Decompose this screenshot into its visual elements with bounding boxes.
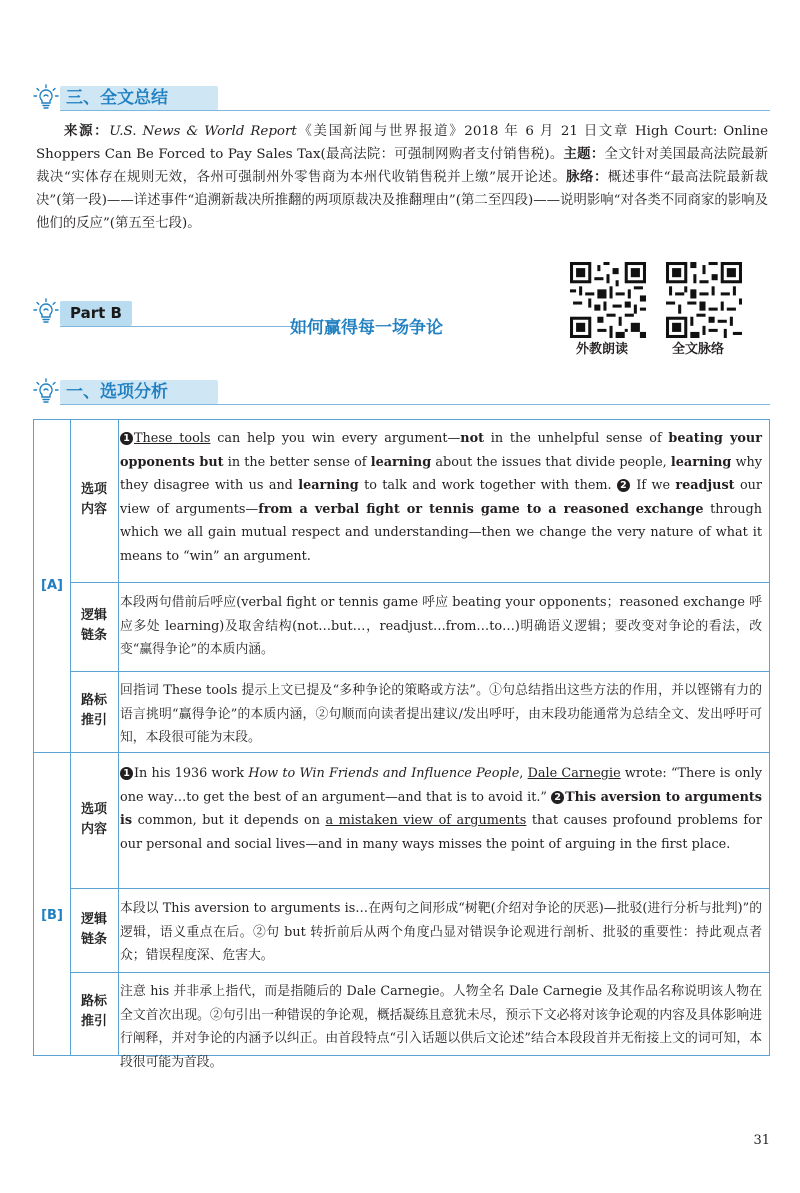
context-label: 脉络：	[566, 169, 608, 185]
sentence-number: 1	[120, 767, 133, 780]
row-label-content: 选项 内容	[80, 802, 107, 837]
row-label-signpost: 路标 推引	[80, 693, 107, 728]
lightbulb-icon	[32, 378, 60, 406]
page-number: 31	[753, 1133, 770, 1148]
option-a-content: 1 These tools can help you win every argument—not in the unhelpful sense of beating your opponents but in the better sense of learning about the issues that divide people, learning why they disagree with us and learning to talk and work together with them. 2 If we readjust our view of arguments—from a verbal fight or tennis game to a reasoned exchange through which we all gain mutual respect and understanding—then we change the very nature of what it means to “win” an argument.	[120, 431, 763, 564]
row-label-logic: 逻辑 链条	[80, 912, 107, 947]
section-options-header	[30, 376, 770, 408]
part-b-rule	[60, 326, 310, 327]
option-letter-a: [A]	[41, 578, 63, 593]
table-divider	[70, 888, 769, 889]
sentence-number: 2	[617, 479, 630, 492]
section-summary-header	[30, 82, 770, 114]
section-title: 三、全文总结	[66, 88, 168, 108]
table-divider	[34, 752, 769, 753]
sentence-number: 1	[120, 432, 133, 445]
source-text: 《美国新闻与世界报道》2018 年 6 月 21 日文章 High Court: Online Shoppers Can Be Forced to Pay Sales Tax(最高法院：可强制网购者支付销售税)。	[36, 124, 768, 162]
theme-text: 全文针对美国最高法院最新裁决“实体存在规则无效，各州可强制州外零售商为本州代收销售税并上缴”展开论述。	[36, 147, 769, 185]
summary-paragraph	[36, 120, 768, 235]
qr-caption: 外教朗读	[576, 342, 629, 357]
theme-label: 主题：	[563, 146, 605, 162]
option-b-content: 1 In his 1936 work How to Win Friends and Influence People, Dale Carnegie wrote: “There is only one way…to get the best of an argument—and that is to avoid it.” 2 This aversion to arguments is common, but it depends on a mistaken view of arguments that causes profound problems for our personal and social lives—and in many ways misses the point of arguing in the first place.	[120, 766, 763, 852]
option-b-logic: 本段以 This aversion to arguments is…在两句之间形成“树靶(介绍对争论的厌恶)—批驳(进行分析与批判)”的逻辑，语义重点在后。②句 but 转折前后从两个角度凸显对错误争论观进行剖析、批驳的重要性：持此观点者众；错误程度深、危害大。	[120, 901, 762, 963]
option-b-signpost: 注意 his 并非承上指代，而是指随后的 Dale Carnegie。人物全名 Dale Carnegie 及其作品名称说明该人物在全文首次出现。②句引出一种错误的争论观，概括凝练且意犹未尽，预示下文必将对该争论观的内容及具体影响进行阐释，并对争论的内涵予以纠正。由首段特点“引入话题以供后文论述”结合本段段首并无衔接上文的词可知，本段很可能为首段。	[120, 984, 762, 1070]
source-publication: U.S. News & World Report	[109, 124, 297, 139]
lightbulb-icon	[32, 84, 60, 112]
source-label: 来源：	[64, 123, 110, 139]
qr-caption: 全文脉络	[672, 342, 725, 357]
row-label-signpost: 路标 推引	[80, 994, 107, 1029]
section-title: 一、选项分析	[66, 382, 168, 402]
option-letter-b: [B]	[41, 908, 63, 923]
section-rule	[60, 404, 770, 405]
option-a-signpost: 回指词 These tools 提示上文已提及“多种争论的策略或方法”。①句总结指出这些方法的作用，并以铿锵有力的语言挑明“赢得争论”的本质内涵，②句顺而向读者提出建议/发出呼吁，由末段功能通常为总结全文、发出呼吁可知，本段很可能为末段。	[120, 683, 762, 745]
article-title: 如何赢得每一场争论	[290, 318, 443, 338]
option-analysis-table	[33, 419, 770, 1070]
sentence-number: 2	[551, 791, 564, 804]
table-divider	[118, 420, 119, 1055]
part-b-label: Part B	[60, 301, 132, 326]
context-text: 概述事件“最高法院最新裁决”(第一段)——详述事件“追溯新裁决所推翻的两项原裁决及推翻理由”(第二至四段)——说明影响“对各类不同商家的影响及他们的反应”(第五至七段)。	[36, 170, 768, 231]
row-label-content: 选项 内容	[80, 482, 107, 517]
lightbulb-icon	[32, 298, 60, 326]
table-divider	[70, 671, 769, 672]
qr-code-icon[interactable]	[666, 262, 742, 338]
qr-code-icon[interactable]	[570, 262, 646, 338]
section-rule	[60, 110, 770, 111]
option-a-logic: 本段两句借前后呼应(verbal fight or tennis game 呼应 beating your opponents；reasoned exchange 呼应多处 learning)及取舍结构(not…but…，readjust…from…to…)明确语义逻辑；要改变对争论的看法，改变“赢得争论”的本质内涵。	[120, 595, 762, 657]
table-divider	[70, 582, 769, 583]
table-divider	[70, 972, 769, 973]
row-label-logic: 逻辑 链条	[80, 608, 107, 643]
